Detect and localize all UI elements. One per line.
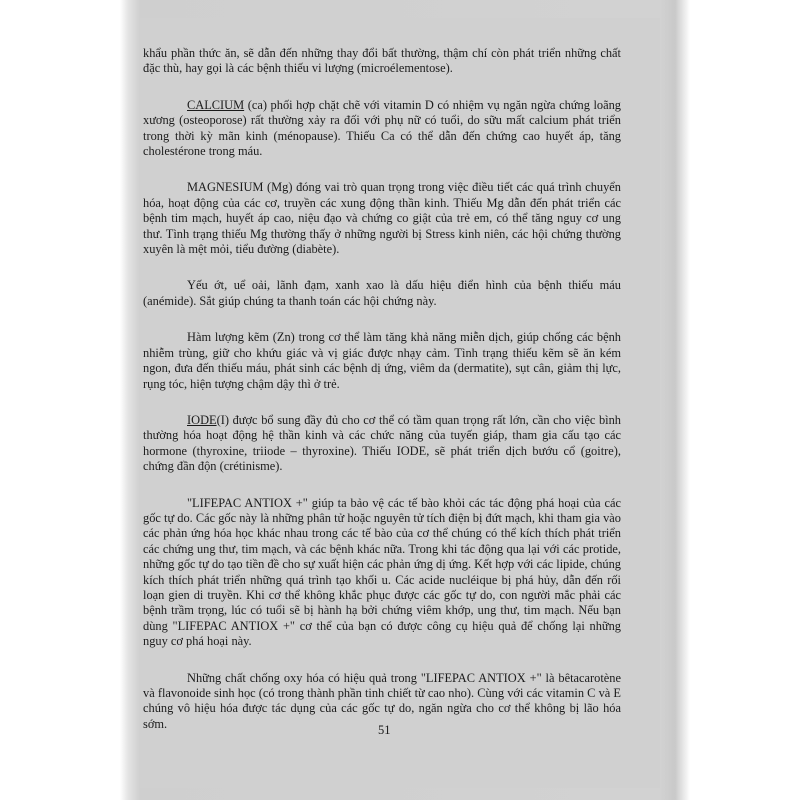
paragraph-iron — [143, 278, 621, 309]
paragraph-intro — [143, 46, 621, 77]
paragraph-body: Hàm lượng kẽm (Zn) trong cơ thể làm tăng khả năng miễn dịch, giúp chống các bệnh nhiễm trùng, giữ cho khứu giác và vị giác được nhạy cảm. Tình trạng thiếu kẽm sẽ ăn kém ngon, đưa đến thiếu máu, phát sinh các bệnh dị ứng, viêm da (dermatite), sụt cân, giảm thị lực, rụng tóc, hiện tượng chậm dậy thì ở trẻ. — [143, 330, 621, 391]
paragraph-body: MAGNESIUM (Mg) đóng vai trò quan trọng trong việc điều tiết các quá trình chuyển hóa, hoạt động của các cơ, truyền các xung động thần kinh. Thiếu Mg dẫn đến phát triển các bệnh tim mạch, huyết áp cao, niệu đạo và chứng co giật của trẻ em, có thể tăng nguy cơ ung thư. Tình trạng thiếu Mg thường thấy ở những người bị Stress kinh niên, các hội chứng thường xuyên là mệt mỏi, tiểu đường (diabète). — [143, 180, 621, 257]
paragraph-body: Yếu ớt, uể oải, lãnh đạm, xanh xao là dấu hiệu điển hình của bệnh thiếu máu (anémide). Sắt giúp chúng ta thanh toán các hội chứng này. — [143, 278, 621, 308]
page-text — [143, 46, 621, 753]
page-number: 51 — [378, 723, 391, 737]
paragraph-body: Những chất chống oxy hóa có hiệu quả trong "LIFEPAC ANTIOX +" là bêtacarotène và flavonoide sinh học (có trong thành phần tinh chiết từ cao nho). Cùng với các vitamin C và E chúng vô hiệu hóa được tác dụng của các gốc tự do, ngăn ngừa cho cơ thể không bị lão hóa sớm. — [143, 670, 621, 731]
paragraph-body: (I) được bổ sung đầy đủ cho cơ thể có tầm quan trọng rất lớn, cần cho việc bình thường hóa hoạt động hệ thần kinh và các chức năng của tuyến giáp, tham gia cấu tạo các hormone (thyroxine, triiode – thyroxine). Thiếu IODE, sẽ phát triển dịch bướu cổ (goitre), chứng đần độn (crétinisme). — [143, 412, 621, 474]
paragraph-body: (ca) phối hợp chặt chẽ với vitamin D có nhiệm vụ ngăn ngừa chứng loãng xương (osteoporose) rất thường xảy ra đối với phụ nữ có tuổi, do sữu mất calcium phát triển trong thời kỳ mãn kinh (ménopause). Thiếu Ca có thể dẫn đến chứng cao huyết áp, tăng cholestérone trong máu. — [143, 97, 621, 159]
paragraph-body: khẩu phần thức ăn, sẽ dẫn đến những thay đổi bất thường, thậm chí còn phát triển những chất đặc thù, hay gọi là các bệnh thiếu vi lượng (microélementose). — [143, 46, 621, 76]
paragraph-lifepac — [143, 496, 621, 650]
paragraph-body: "LIFEPAC ANTIOX +" giúp ta bảo vệ các tế bào khỏi các tác động phá hoại của các gốc tự do. Các gốc này là những phân tử hoặc nguyên tử tích điện bị đứt mạch, khi tham gia vào các phản ứng hóa học khác nhau trong các tế bào của cơ thể chúng có thể kích thích phát triển các chứng ung thư, tim mạch, và các bệnh khác nữa. Trong khi tác động qua lại với các protide, những gốc tự do tạo tiền đề cho sự xuất hiện các phản ứng dị ứng. Kết hợp với các lipide, chúng kích thích phát triển những quá trình tạo khối u. Các acide nucléique bị phá hủy, dẫn đến rối loạn gien di truyền. Khi cơ thể không khắc phục được các gốc tự do, con người mắc phải các bệnh trầm trọng, lúc có tuổi sẽ bị hành hạ bởi chứng viêm khớp, ung thư, tim mạch. Nếu bạn dùng "LIFEPAC ANTIOX +" cơ thể của bạn có được công cụ hiệu quả để chống lại những nguy cơ phá hoại này. — [143, 495, 621, 649]
paragraph-iode — [143, 413, 621, 475]
paragraph-zinc — [143, 330, 621, 392]
book-page — [140, 18, 660, 788]
paragraph-calcium — [143, 98, 621, 160]
paragraph-magnesium — [143, 180, 621, 257]
paragraph-lead: CALCIUM — [187, 97, 245, 112]
paragraph-lead: IODE — [187, 412, 217, 427]
